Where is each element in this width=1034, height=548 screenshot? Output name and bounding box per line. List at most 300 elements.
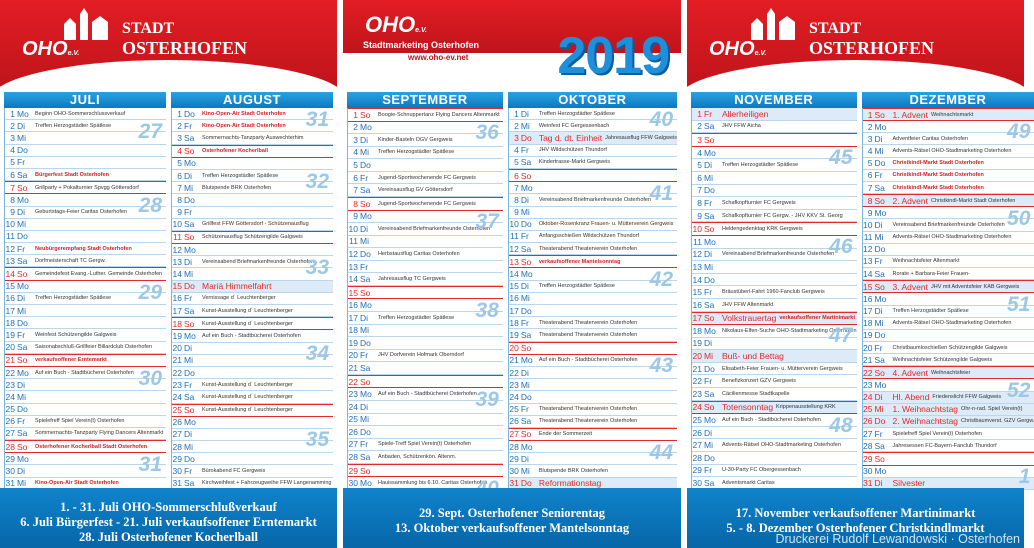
day-row: [863, 318, 1034, 330]
event-text: Theaterabend Theaterverein Osterhofen: [538, 245, 638, 252]
day-row: [172, 158, 333, 170]
event-text: Vereinsausflug GV Göttersdorf: [378, 187, 453, 194]
day-number: 8: [10, 194, 15, 205]
weekday: Mo: [704, 325, 716, 336]
day-number: 18: [863, 318, 873, 329]
day-number: 21: [348, 363, 358, 374]
day-number: 1: [353, 109, 358, 120]
day-row: [692, 133, 857, 147]
day-number: 11: [349, 236, 358, 247]
day-row: [692, 274, 857, 287]
event-text: Auf ein Buch - Stadtbücherei Osterhofen: [202, 332, 301, 339]
day-row: [509, 317, 677, 329]
day-number: 10: [348, 223, 358, 234]
weekday: Do: [520, 132, 532, 143]
weekday: Sa: [360, 185, 371, 196]
weekday: So: [874, 195, 885, 206]
day-number: 29: [5, 453, 15, 464]
month-column: [508, 92, 677, 490]
event-text: Treffen Herzogstädter Spätlese: [538, 110, 615, 117]
day-number: 26: [692, 427, 702, 438]
month-column: [691, 92, 857, 490]
day-number: 21: [5, 355, 15, 366]
event-text: Vereinsabend Briefmarkenfreunde Osterhofen: [378, 225, 491, 232]
day-row: [863, 354, 1034, 366]
oho-logo: OHOe.V.: [709, 38, 767, 60]
holiday-name: 2. Advent: [892, 195, 928, 206]
weekday: Fr: [874, 342, 883, 353]
weekday: Mo: [184, 330, 196, 341]
event-text: JHV Dorfverein Hofmark Oberndorf: [378, 352, 464, 359]
day-number: 24: [348, 401, 358, 412]
weekday: Mi: [17, 478, 26, 489]
weekday: Fr: [17, 243, 26, 254]
footer-line: 17. November verkaufsoffener Martinimarkt: [735, 506, 976, 520]
event-text: Neubürgerempfang Stadt Osterhofen: [35, 245, 132, 252]
event-text: Heldengedenktag KRK Gergweis: [722, 226, 803, 233]
day-number: 29: [509, 453, 519, 464]
day-row: [509, 169, 677, 182]
day-number: 31: [5, 478, 15, 489]
day-number: 19: [172, 330, 182, 341]
weekday: Fr: [704, 197, 713, 208]
day-row: [172, 465, 333, 477]
weekday: So: [874, 453, 885, 464]
weekday: Sa: [184, 478, 195, 489]
day-number: 25: [509, 404, 519, 415]
weekday: Sa: [360, 363, 371, 374]
weekday: Fr: [184, 379, 193, 390]
event-text: Jugend-Sportwochenende FC Gergweis: [378, 174, 476, 181]
event-text: Weinfest FC Gergessenbach: [538, 122, 610, 129]
day-number: 24: [692, 402, 702, 413]
week-number: 52: [1007, 379, 1031, 403]
weekday: Fr: [184, 120, 193, 131]
weekday: So: [874, 109, 885, 120]
day-row: [692, 312, 857, 326]
weekday: Mi: [17, 391, 26, 402]
event-text: Jugend-Sportwochenende FC Gergweis: [378, 200, 476, 207]
day-number: 12: [348, 248, 358, 259]
day-row: [172, 132, 333, 144]
day-row: [348, 159, 503, 172]
weekday: Sa: [874, 182, 885, 193]
week-number: 41: [649, 181, 673, 205]
day-row: [5, 231, 166, 243]
event-text: Benefizkonzert GZV Gergweis: [722, 378, 796, 385]
event-text: Auf ein Buch - Stadtbücherei Osterhofen: [35, 369, 134, 376]
holiday-name: 2. Weihnachtstag: [892, 416, 959, 427]
weekday: Sa: [520, 329, 532, 340]
week-number: 40: [649, 108, 673, 131]
week-number: 43: [649, 354, 673, 378]
day-row: [509, 342, 677, 355]
event-text: Kinder-Basteln OGV Gergweis: [378, 136, 453, 143]
weekday: Mi: [17, 305, 26, 316]
day-number: 11: [863, 232, 873, 243]
day-number: 3: [867, 133, 873, 144]
weekday: Fr: [17, 157, 26, 168]
weekday: Mi: [17, 132, 26, 143]
day-row: [509, 207, 677, 219]
event-text: Bürokabend FC Gergweis: [202, 468, 266, 475]
day-number: 28: [172, 441, 182, 452]
day-row: [863, 416, 1034, 428]
day-row: [172, 305, 333, 317]
day-number: 11: [693, 236, 702, 247]
weekday: Di: [17, 466, 26, 477]
day-number: 5: [353, 160, 358, 171]
day-row: [863, 404, 1034, 416]
weekday: Mo: [874, 293, 887, 304]
day-number: 10: [692, 224, 702, 235]
weekday: Mo: [874, 466, 887, 477]
day-number: 17: [509, 305, 519, 316]
day-row: [5, 181, 166, 194]
weekday: So: [17, 269, 28, 280]
day-number: 20: [348, 350, 358, 361]
day-number: 26: [172, 417, 182, 428]
footer-left: [0, 488, 337, 548]
weekday: Di: [17, 379, 26, 390]
day-number: 17: [5, 305, 15, 316]
day-row: [348, 147, 503, 160]
panel-center: [343, 0, 681, 548]
day-number: 9: [697, 210, 702, 221]
day-number: 22: [863, 367, 873, 378]
holiday-name: Mariä Himmelfahrt: [202, 281, 272, 292]
day-number: 19: [509, 329, 519, 340]
weekday: Do: [17, 231, 28, 242]
day-row: [172, 293, 333, 305]
weekday: Mi: [520, 207, 530, 218]
weekday: Sa: [184, 391, 195, 402]
day-number: 9: [514, 207, 519, 218]
day-number: 19: [692, 338, 702, 349]
weekday: So: [520, 256, 532, 267]
day-number: 18: [509, 317, 519, 328]
month-title: AUGUST: [171, 92, 333, 108]
day-number: 24: [5, 391, 15, 402]
event-text: Theaterabend Theaterverein Osterhofen: [538, 406, 638, 413]
day-number: 25: [5, 404, 15, 415]
day-number: 6: [177, 170, 182, 181]
day-number: 31: [172, 478, 182, 489]
weekday: Do: [874, 158, 886, 169]
day-row: [5, 255, 166, 267]
weekday: So: [520, 343, 532, 354]
month-column: [171, 92, 333, 490]
weekday: Fr: [184, 207, 193, 218]
weekday: Fr: [704, 465, 713, 476]
day-number: 14: [5, 269, 15, 280]
day-row: [509, 391, 677, 403]
event-text: Grillparty + Pokalturnier Spvgg Göttersdorf: [35, 184, 139, 191]
event-text: Kino-Open-Air Stadt Osterhofen: [202, 122, 286, 129]
weekday: Mi: [184, 182, 193, 193]
day-number: 23: [172, 379, 182, 390]
day-number: 23: [692, 388, 702, 399]
event-text: Geburtstags-Feier Caritas Osterhofen: [35, 209, 128, 216]
day-number: 4: [514, 145, 519, 156]
weekday: Sa: [704, 210, 715, 221]
holiday-name: Reformationstag: [538, 478, 602, 489]
day-row: [172, 244, 333, 256]
day-row: [692, 222, 857, 236]
weekday: So: [520, 429, 532, 440]
day-number: 20: [509, 343, 519, 354]
day-number: 6: [697, 172, 702, 183]
week-number: 44: [649, 440, 673, 464]
day-number: 6: [514, 170, 519, 181]
event-text: Christkindl-Markt Stadt Osterhofen: [930, 197, 1016, 204]
weekday: Fr: [184, 293, 193, 304]
event-text: Schafkopfturnier FC Gergw. - JHV KKV St. Georg: [722, 212, 843, 219]
day-number: 25: [692, 415, 702, 426]
day-row: [509, 329, 677, 341]
day-number: 23: [5, 379, 15, 390]
day-number: 5: [697, 160, 702, 171]
year: 2019: [557, 27, 669, 85]
weekday: So: [184, 318, 195, 329]
day-number: 12: [5, 243, 15, 254]
day-number: 2: [697, 121, 702, 132]
day-number: 12: [172, 244, 182, 255]
day-number: 15: [348, 287, 358, 298]
day-row: [172, 145, 333, 158]
weekday: Mo: [17, 281, 29, 292]
day-number: 13: [692, 261, 702, 272]
day-row: [692, 261, 857, 274]
day-row: [348, 464, 503, 478]
panel-right: [687, 0, 1034, 548]
weekday: Di: [520, 194, 529, 205]
event-text: Treffen Herzogstädter Spätlese: [35, 295, 112, 302]
event-text: Jahresausflug TC Gergweis: [378, 276, 446, 283]
month-title: OKTOBER: [508, 92, 677, 108]
day-row: [692, 375, 857, 388]
event-text: Blutspende BRK Osterhofen: [202, 184, 272, 191]
day-number: 1: [514, 108, 519, 119]
day-number: 26: [863, 416, 873, 427]
day-row: [509, 428, 677, 441]
day-row: [5, 267, 166, 280]
footer-line: 6. Juli Bürgerfest - 21. Juli verkaufsoffener Erntemarkt: [20, 515, 317, 529]
weekday: Sa: [184, 305, 195, 316]
weekday: Sa: [17, 342, 28, 353]
weekday: Mo: [17, 194, 29, 205]
day-number: 8: [867, 195, 873, 206]
day-number: 28: [509, 441, 519, 452]
week-number: 30: [138, 366, 162, 390]
day-row: [348, 261, 503, 274]
weekday: Do: [874, 330, 886, 341]
day-number: 16: [509, 293, 519, 304]
day-number: 5: [177, 158, 182, 169]
day-number: 6: [353, 172, 358, 183]
day-number: 16: [692, 299, 702, 310]
weekday: Mo: [360, 211, 372, 222]
weekday: Mo: [520, 269, 533, 280]
day-number: 25: [348, 414, 358, 425]
weekday: Do: [17, 145, 28, 156]
day-number: 4: [867, 146, 873, 157]
day-number: 13: [172, 256, 182, 267]
event-text: Nikolaus-Elfen-Suche OHO-Stadtmarketing Osterhofen: [722, 327, 857, 334]
day-number: 14: [863, 268, 873, 279]
weekday: Di: [874, 219, 883, 230]
weekday: So: [360, 465, 371, 476]
weekday: Do: [874, 416, 886, 427]
day-number: 10: [172, 219, 182, 230]
day-number: 27: [692, 440, 702, 451]
day-number: 9: [867, 207, 873, 218]
event-text: Oktober-Rosenkranz Frauen- u. Mütterverein Gergweis: [538, 221, 674, 228]
weekday: Mi: [17, 219, 26, 230]
day-number: 21: [692, 363, 702, 374]
day-number: 31: [509, 478, 519, 489]
day-number: 13: [5, 255, 15, 266]
week-number: 29: [138, 280, 162, 304]
day-row: [348, 273, 503, 286]
day-number: 1: [867, 109, 873, 120]
day-number: 19: [348, 337, 358, 348]
weekday: Mi: [360, 414, 369, 425]
weekday: Sa: [704, 121, 715, 132]
day-number: 4: [177, 146, 182, 157]
day-number: 19: [863, 330, 873, 341]
event-text: Hauissammlung bis 6.10. Caritas Osterhofen: [378, 480, 488, 487]
footer-line: 29. Sept. Osterhofener Seniorentag: [419, 506, 605, 520]
weekday: Di: [184, 429, 193, 440]
event-text: Kunst-Ausstellung d´ Leuchtenberger: [202, 381, 293, 388]
day-row: [348, 375, 503, 389]
day-row: [5, 342, 166, 354]
website: www.oho-ev.net: [408, 53, 469, 62]
event-text: Christkindl-Markt Stadt Osterhofen: [892, 172, 984, 179]
day-number: 14: [692, 274, 702, 285]
day-number: 14: [172, 269, 182, 280]
day-row: [863, 232, 1034, 244]
weekday: Di: [704, 160, 713, 171]
day-row: [863, 428, 1034, 440]
weekday: Fr: [520, 404, 529, 415]
event-text: Christkindl-Markt Stadt Osterhofen: [892, 184, 984, 191]
day-row: [5, 428, 166, 440]
day-number: 1: [177, 108, 182, 119]
weekday: So: [360, 109, 371, 120]
weekday: Mo: [704, 415, 716, 426]
day-number: 18: [5, 317, 15, 328]
event-text: Advents-Rätsel OHO-Stadtmarketing Osterhofen: [892, 320, 1012, 327]
day-number: 20: [863, 342, 873, 353]
event-text: Theaterabend Theaterverein Osterhofen: [538, 331, 638, 338]
day-number: 29: [348, 465, 358, 476]
weekday: Do: [184, 453, 195, 464]
day-number: 6: [867, 170, 873, 181]
event-text: Osterhofener Kocherlball: [202, 148, 269, 155]
weekday: Do: [360, 337, 371, 348]
day-row: [348, 426, 503, 439]
week-number: 34: [305, 342, 329, 366]
weekday: Di: [520, 453, 529, 464]
months-right: [691, 92, 1034, 490]
day-number: 7: [514, 182, 519, 193]
holiday-name: Volkstrauertag: [722, 313, 777, 324]
day-number: 30: [5, 466, 15, 477]
weekday: So: [17, 441, 28, 452]
weekday: Do: [360, 248, 371, 259]
day-number: 27: [348, 439, 358, 450]
day-row: [863, 256, 1034, 268]
event-text: JHV mit Adventsfeier KAB Gergweis: [930, 283, 1020, 290]
day-row: [5, 157, 166, 169]
weekday: Sa: [184, 132, 195, 143]
day-number: 7: [177, 182, 182, 193]
event-text: Vereinsabend Briefmarkenfreunde Osterhofen: [538, 196, 652, 203]
event-text: Beginn OHO-Sommerschlussverkauf: [35, 110, 126, 117]
event-text: Vernissage d´ Leuchtenberger: [202, 295, 276, 302]
event-text: Vereinsabend Briefmarkenfreunde Osterhofen: [202, 258, 315, 265]
week-number: 36: [475, 120, 499, 144]
weekday: Di: [360, 223, 369, 234]
weekday: Fr: [874, 428, 883, 439]
day-number: 2: [10, 120, 15, 131]
day-number: 7: [10, 182, 15, 193]
weekday: So: [360, 198, 371, 209]
event-text: JHV FFW Aicha: [722, 123, 761, 130]
day-number: 10: [5, 219, 15, 230]
panel-left: [0, 0, 337, 548]
weekday: Di: [520, 367, 529, 378]
event-text: Treffen Herzogstädter Spätlese: [378, 314, 455, 321]
day-number: 21: [863, 354, 873, 365]
event-text: Weihnachtsfeier Altenmarkt: [892, 258, 960, 265]
weekday: Mi: [520, 120, 530, 131]
holiday-name: Silvester: [892, 478, 926, 489]
day-row: [692, 121, 857, 134]
day-row: [863, 440, 1034, 452]
weekday: Di: [17, 293, 26, 304]
weekday: Sa: [360, 451, 371, 462]
day-row: [5, 404, 166, 416]
week-number: 42: [649, 268, 673, 292]
event-text: Auf ein Buch - Stadtbücherei Osterhofen: [722, 417, 821, 424]
holiday-name: Buß- und Bettag: [722, 351, 784, 362]
day-row: [172, 317, 333, 330]
event-text: Treffen Herzogstädter Spätlese: [35, 122, 112, 129]
months-center: [347, 92, 677, 490]
event-text: Christbaumverst. GZV Gergw.: [961, 418, 1034, 425]
weekday: Sa: [874, 268, 885, 279]
week-number: 31: [138, 453, 162, 477]
day-number: 3: [10, 132, 15, 143]
weekday: Fr: [184, 466, 193, 477]
event-text: Auf ein Buch - Stadtbücherei Osterhofen: [538, 357, 638, 364]
week-number: 50: [1007, 206, 1031, 230]
footer-line: 28. Juli Osterhofener Kocherlball: [79, 530, 258, 544]
day-row: [692, 388, 857, 401]
event-text: Christkindl-Markt Stadt Osterhofen: [892, 160, 984, 167]
weekday: Fr: [17, 329, 26, 340]
weekday: Mo: [360, 300, 372, 311]
day-row: [692, 210, 857, 223]
day-number: 17: [172, 305, 182, 316]
weekday: Do: [704, 363, 715, 374]
day-row: [509, 465, 677, 477]
day-row: [692, 439, 857, 452]
weekday: Fr: [874, 170, 883, 181]
